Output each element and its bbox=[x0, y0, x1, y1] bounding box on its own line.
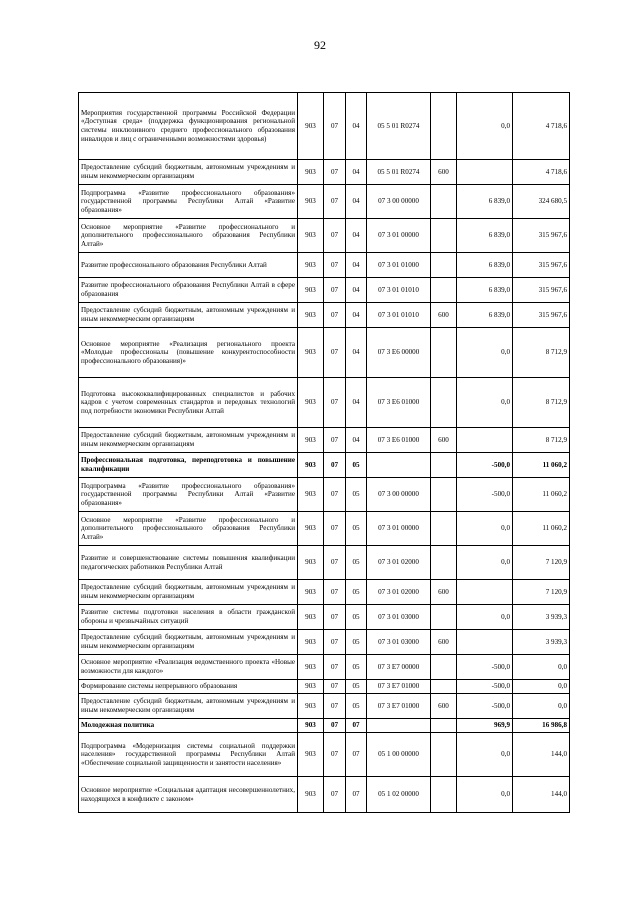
vr-cell bbox=[431, 512, 457, 546]
vr-cell: 600 bbox=[431, 630, 457, 655]
change-amount-cell bbox=[457, 630, 513, 655]
rz-cell: 07 bbox=[324, 428, 346, 453]
ved-cell: 903 bbox=[298, 219, 324, 253]
table-row bbox=[79, 160, 570, 185]
total-amount-cell: 8 712,9 bbox=[513, 428, 570, 453]
rz-cell: 07 bbox=[324, 328, 346, 378]
row-name-cell: Предоставление субсидий бюджетным, автономным учреждениям и иным некоммерческим организациям bbox=[79, 428, 298, 453]
rz-cell: 07 bbox=[324, 512, 346, 546]
rz-cell: 07 bbox=[324, 253, 346, 278]
total-amount-cell: 324 680,5 bbox=[513, 185, 570, 219]
change-amount-cell: 6 839,0 bbox=[457, 253, 513, 278]
table-row bbox=[79, 478, 570, 512]
budget-table bbox=[78, 92, 570, 813]
row-name-cell: Основное мероприятие «Развитие профессионального и дополнительного профессионального образования Республики Алтай» bbox=[79, 512, 298, 546]
csr-cell: 05 1 02 00000 bbox=[367, 777, 431, 813]
rz-cell: 07 bbox=[324, 719, 346, 733]
table-row bbox=[79, 694, 570, 719]
row-name-cell: Предоставление субсидий бюджетным, автономным учреждениям и иным некоммерческим организациям bbox=[79, 303, 298, 328]
vr-cell bbox=[431, 185, 457, 219]
table-row bbox=[79, 733, 570, 777]
row-name-cell: Подпрограмма «Модернизация системы социальной поддержки населения» государственной программы Республики Алтай «Обеспечение социальной защищенности и занятости населения» bbox=[79, 733, 298, 777]
row-name-cell: Основное мероприятие «Реализация ведомственного проекта «Новые возможности для каждого» bbox=[79, 655, 298, 680]
rz-cell: 07 bbox=[324, 680, 346, 694]
total-amount-cell: 8 712,9 bbox=[513, 328, 570, 378]
ved-cell: 903 bbox=[298, 378, 324, 428]
vr-cell bbox=[431, 680, 457, 694]
ved-cell: 903 bbox=[298, 303, 324, 328]
vr-cell: 600 bbox=[431, 303, 457, 328]
vr-cell bbox=[431, 546, 457, 580]
row-name-cell: Предоставление субсидий бюджетным, автономным учреждениям и иным некоммерческим организациям bbox=[79, 694, 298, 719]
rz-cell: 07 bbox=[324, 478, 346, 512]
row-name-cell: Предоставление субсидий бюджетным, автономным учреждениям и иным некоммерческим организациям bbox=[79, 630, 298, 655]
total-amount-cell: 3 939,3 bbox=[513, 605, 570, 630]
csr-cell: 07 3 01 03000 bbox=[367, 630, 431, 655]
row-name-cell: Основное мероприятие «Развитие профессионального и дополнительного профессионального образования Республики Алтай» bbox=[79, 219, 298, 253]
total-amount-cell: 16 986,8 bbox=[513, 719, 570, 733]
change-amount-cell: 0,0 bbox=[457, 546, 513, 580]
pr-cell: 05 bbox=[346, 655, 367, 680]
row-name-cell: Основное мероприятие «Реализация регионального проекта «Молодые профессионалы (повышение конкурентоспособности профессионального образования)» bbox=[79, 328, 298, 378]
vr-cell bbox=[431, 253, 457, 278]
change-amount-cell: -500,0 bbox=[457, 680, 513, 694]
ved-cell: 903 bbox=[298, 453, 324, 478]
vr-cell bbox=[431, 278, 457, 303]
csr-cell: 07 3 E6 01000 bbox=[367, 378, 431, 428]
table-row bbox=[79, 655, 570, 680]
vr-cell bbox=[431, 733, 457, 777]
table-row bbox=[79, 93, 570, 160]
ved-cell: 903 bbox=[298, 93, 324, 160]
ved-cell: 903 bbox=[298, 160, 324, 185]
change-amount-cell: 969,9 bbox=[457, 719, 513, 733]
vr-cell bbox=[431, 719, 457, 733]
vr-cell bbox=[431, 93, 457, 160]
change-amount-cell: 0,0 bbox=[457, 512, 513, 546]
ved-cell: 903 bbox=[298, 694, 324, 719]
vr-cell bbox=[431, 478, 457, 512]
csr-cell: 07 3 E7 01000 bbox=[367, 680, 431, 694]
row-name-cell: Развитие профессионального образования Республики Алтай в сфере образования bbox=[79, 278, 298, 303]
pr-cell: 07 bbox=[346, 733, 367, 777]
pr-cell: 04 bbox=[346, 328, 367, 378]
total-amount-cell: 0,0 bbox=[513, 655, 570, 680]
ved-cell: 903 bbox=[298, 655, 324, 680]
rz-cell: 07 bbox=[324, 605, 346, 630]
pr-cell: 04 bbox=[346, 378, 367, 428]
pr-cell: 04 bbox=[346, 219, 367, 253]
rz-cell: 07 bbox=[324, 630, 346, 655]
table-row bbox=[79, 219, 570, 253]
change-amount-cell: 0,0 bbox=[457, 378, 513, 428]
total-amount-cell: 11 060,2 bbox=[513, 512, 570, 546]
total-amount-cell: 8 712,9 bbox=[513, 378, 570, 428]
table-row bbox=[79, 546, 570, 580]
table-row bbox=[79, 453, 570, 478]
page-number: 92 bbox=[314, 38, 326, 52]
change-amount-cell: -500,0 bbox=[457, 478, 513, 512]
table-row bbox=[79, 378, 570, 428]
csr-cell: 07 3 01 03000 bbox=[367, 605, 431, 630]
row-name-cell: Подпрограмма «Развитие профессионального образования» государственной программы Республики Алтай «Развитие образования» bbox=[79, 185, 298, 219]
rz-cell: 07 bbox=[324, 160, 346, 185]
change-amount-cell bbox=[457, 580, 513, 605]
pr-cell: 05 bbox=[346, 478, 367, 512]
total-amount-cell: 0,0 bbox=[513, 680, 570, 694]
rz-cell: 07 bbox=[324, 303, 346, 328]
ved-cell: 903 bbox=[298, 680, 324, 694]
pr-cell: 04 bbox=[346, 428, 367, 453]
vr-cell bbox=[431, 453, 457, 478]
vr-cell: 600 bbox=[431, 160, 457, 185]
change-amount-cell: 6 839,0 bbox=[457, 185, 513, 219]
csr-cell: 07 3 01 00000 bbox=[367, 219, 431, 253]
vr-cell bbox=[431, 655, 457, 680]
table-row bbox=[79, 777, 570, 813]
row-name-cell: Предоставление субсидий бюджетным, автономным учреждениям и иным некоммерческим организациям bbox=[79, 580, 298, 605]
csr-cell: 07 3 01 01010 bbox=[367, 303, 431, 328]
ved-cell: 903 bbox=[298, 328, 324, 378]
ved-cell: 903 bbox=[298, 777, 324, 813]
csr-cell: 05 1 00 00000 bbox=[367, 733, 431, 777]
csr-cell: 07 3 01 00000 bbox=[367, 512, 431, 546]
change-amount-cell: -500,0 bbox=[457, 694, 513, 719]
row-name-cell: Развитие системы подготовки населения в области гражданской обороны и чрезвычайных ситуаций bbox=[79, 605, 298, 630]
table-row bbox=[79, 580, 570, 605]
total-amount-cell: 144,0 bbox=[513, 733, 570, 777]
vr-cell bbox=[431, 605, 457, 630]
pr-cell: 04 bbox=[346, 160, 367, 185]
row-name-cell: Развитие профессионального образования Республики Алтай bbox=[79, 253, 298, 278]
row-name-cell: Подготовка высококвалифицированных специалистов и рабочих кадров с учетом современных стандартов и передовых технологий под потребности экономики Республики Алтай bbox=[79, 378, 298, 428]
ved-cell: 903 bbox=[298, 580, 324, 605]
change-amount-cell: 0,0 bbox=[457, 733, 513, 777]
table-row bbox=[79, 512, 570, 546]
vr-cell: 600 bbox=[431, 580, 457, 605]
csr-cell: 07 3 01 02000 bbox=[367, 546, 431, 580]
vr-cell bbox=[431, 777, 457, 813]
csr-cell: 07 3 E6 00000 bbox=[367, 328, 431, 378]
change-amount-cell: 6 839,0 bbox=[457, 303, 513, 328]
change-amount-cell: 0,0 bbox=[457, 328, 513, 378]
table-row bbox=[79, 185, 570, 219]
pr-cell: 04 bbox=[346, 278, 367, 303]
csr-cell: 07 3 01 01010 bbox=[367, 278, 431, 303]
change-amount-cell: -500,0 bbox=[457, 655, 513, 680]
csr-cell: 07 3 E7 00000 bbox=[367, 655, 431, 680]
vr-cell bbox=[431, 219, 457, 253]
pr-cell: 05 bbox=[346, 680, 367, 694]
row-name-cell: Молодежная политика bbox=[79, 719, 298, 733]
pr-cell: 07 bbox=[346, 777, 367, 813]
rz-cell: 07 bbox=[324, 278, 346, 303]
rz-cell: 07 bbox=[324, 453, 346, 478]
csr-cell: 07 3 01 02000 bbox=[367, 580, 431, 605]
table-row bbox=[79, 630, 570, 655]
row-name-cell: Подпрограмма «Развитие профессионального образования» государственной программы Республики Алтай «Развитие образования» bbox=[79, 478, 298, 512]
total-amount-cell: 4 718,6 bbox=[513, 160, 570, 185]
ved-cell: 903 bbox=[298, 630, 324, 655]
ved-cell: 903 bbox=[298, 278, 324, 303]
csr-cell: 07 3 E6 01000 bbox=[367, 428, 431, 453]
pr-cell: 05 bbox=[346, 453, 367, 478]
ved-cell: 903 bbox=[298, 733, 324, 777]
pr-cell: 05 bbox=[346, 605, 367, 630]
ved-cell: 903 bbox=[298, 253, 324, 278]
pr-cell: 05 bbox=[346, 546, 367, 580]
pr-cell: 04 bbox=[346, 93, 367, 160]
rz-cell: 07 bbox=[324, 185, 346, 219]
rz-cell: 07 bbox=[324, 580, 346, 605]
total-amount-cell: 11 060,2 bbox=[513, 453, 570, 478]
vr-cell bbox=[431, 328, 457, 378]
vr-cell: 600 bbox=[431, 694, 457, 719]
rz-cell: 07 bbox=[324, 777, 346, 813]
pr-cell: 07 bbox=[346, 719, 367, 733]
ved-cell: 903 bbox=[298, 478, 324, 512]
table-row bbox=[79, 328, 570, 378]
total-amount-cell: 4 718,6 bbox=[513, 93, 570, 160]
total-amount-cell: 315 967,6 bbox=[513, 219, 570, 253]
vr-cell: 600 bbox=[431, 428, 457, 453]
table-row bbox=[79, 253, 570, 278]
vr-cell bbox=[431, 378, 457, 428]
rz-cell: 07 bbox=[324, 378, 346, 428]
change-amount-cell: 0,0 bbox=[457, 777, 513, 813]
change-amount-cell: 6 839,0 bbox=[457, 278, 513, 303]
change-amount-cell: 6 839,0 bbox=[457, 219, 513, 253]
ved-cell: 903 bbox=[298, 428, 324, 453]
change-amount-cell: 0,0 bbox=[457, 93, 513, 160]
total-amount-cell: 3 939,3 bbox=[513, 630, 570, 655]
rz-cell: 07 bbox=[324, 694, 346, 719]
ved-cell: 903 bbox=[298, 546, 324, 580]
csr-cell: 07 3 E7 01000 bbox=[367, 694, 431, 719]
csr-cell: 07 3 00 00000 bbox=[367, 478, 431, 512]
csr-cell: 07 3 00 00000 bbox=[367, 185, 431, 219]
table-row bbox=[79, 719, 570, 733]
total-amount-cell: 144,0 bbox=[513, 777, 570, 813]
csr-cell: 07 3 01 01000 bbox=[367, 253, 431, 278]
pr-cell: 04 bbox=[346, 185, 367, 219]
table-row bbox=[79, 303, 570, 328]
pr-cell: 04 bbox=[346, 253, 367, 278]
rz-cell: 07 bbox=[324, 93, 346, 160]
table-row bbox=[79, 278, 570, 303]
row-name-cell: Предоставление субсидий бюджетным, автономным учреждениям и иным некоммерческим организациям bbox=[79, 160, 298, 185]
ved-cell: 903 bbox=[298, 719, 324, 733]
total-amount-cell: 11 060,2 bbox=[513, 478, 570, 512]
table-row bbox=[79, 428, 570, 453]
rz-cell: 07 bbox=[324, 655, 346, 680]
change-amount-cell: 0,0 bbox=[457, 605, 513, 630]
pr-cell: 05 bbox=[346, 694, 367, 719]
pr-cell: 05 bbox=[346, 580, 367, 605]
csr-cell: 05 5 01 R0274 bbox=[367, 160, 431, 185]
row-name-cell: Формирование системы непрерывного образования bbox=[79, 680, 298, 694]
csr-cell: 05 5 01 R0274 bbox=[367, 93, 431, 160]
csr-cell bbox=[367, 719, 431, 733]
row-name-cell: Профессиональная подготовка, переподготовка и повышение квалификации bbox=[79, 453, 298, 478]
rz-cell: 07 bbox=[324, 546, 346, 580]
pr-cell: 04 bbox=[346, 303, 367, 328]
table-row bbox=[79, 680, 570, 694]
change-amount-cell bbox=[457, 428, 513, 453]
csr-cell bbox=[367, 453, 431, 478]
total-amount-cell: 315 967,6 bbox=[513, 253, 570, 278]
row-name-cell: Основное мероприятие «Социальная адаптация несовершеннолетних, находящихся в конфликте с законом» bbox=[79, 777, 298, 813]
total-amount-cell: 0,0 bbox=[513, 694, 570, 719]
rz-cell: 07 bbox=[324, 219, 346, 253]
row-name-cell: Развитие и совершенствование системы повышения квалификации педагогических работников Республики Алтай bbox=[79, 546, 298, 580]
total-amount-cell: 315 967,6 bbox=[513, 303, 570, 328]
total-amount-cell: 7 120,9 bbox=[513, 546, 570, 580]
ved-cell: 903 bbox=[298, 512, 324, 546]
rz-cell: 07 bbox=[324, 733, 346, 777]
total-amount-cell: 7 120,9 bbox=[513, 580, 570, 605]
pr-cell: 05 bbox=[346, 512, 367, 546]
pr-cell: 05 bbox=[346, 630, 367, 655]
ved-cell: 903 bbox=[298, 605, 324, 630]
table-row bbox=[79, 605, 570, 630]
change-amount-cell bbox=[457, 160, 513, 185]
total-amount-cell: 315 967,6 bbox=[513, 278, 570, 303]
ved-cell: 903 bbox=[298, 185, 324, 219]
row-name-cell: Мероприятия государственной программы Российской Федерации «Доступная среда» (поддержка функционирования региональной системы инклюзивного среднего профессионального образования инвалидов и лиц с ограниченными возможностями здоровья) bbox=[79, 93, 298, 160]
change-amount-cell: -500,0 bbox=[457, 453, 513, 478]
